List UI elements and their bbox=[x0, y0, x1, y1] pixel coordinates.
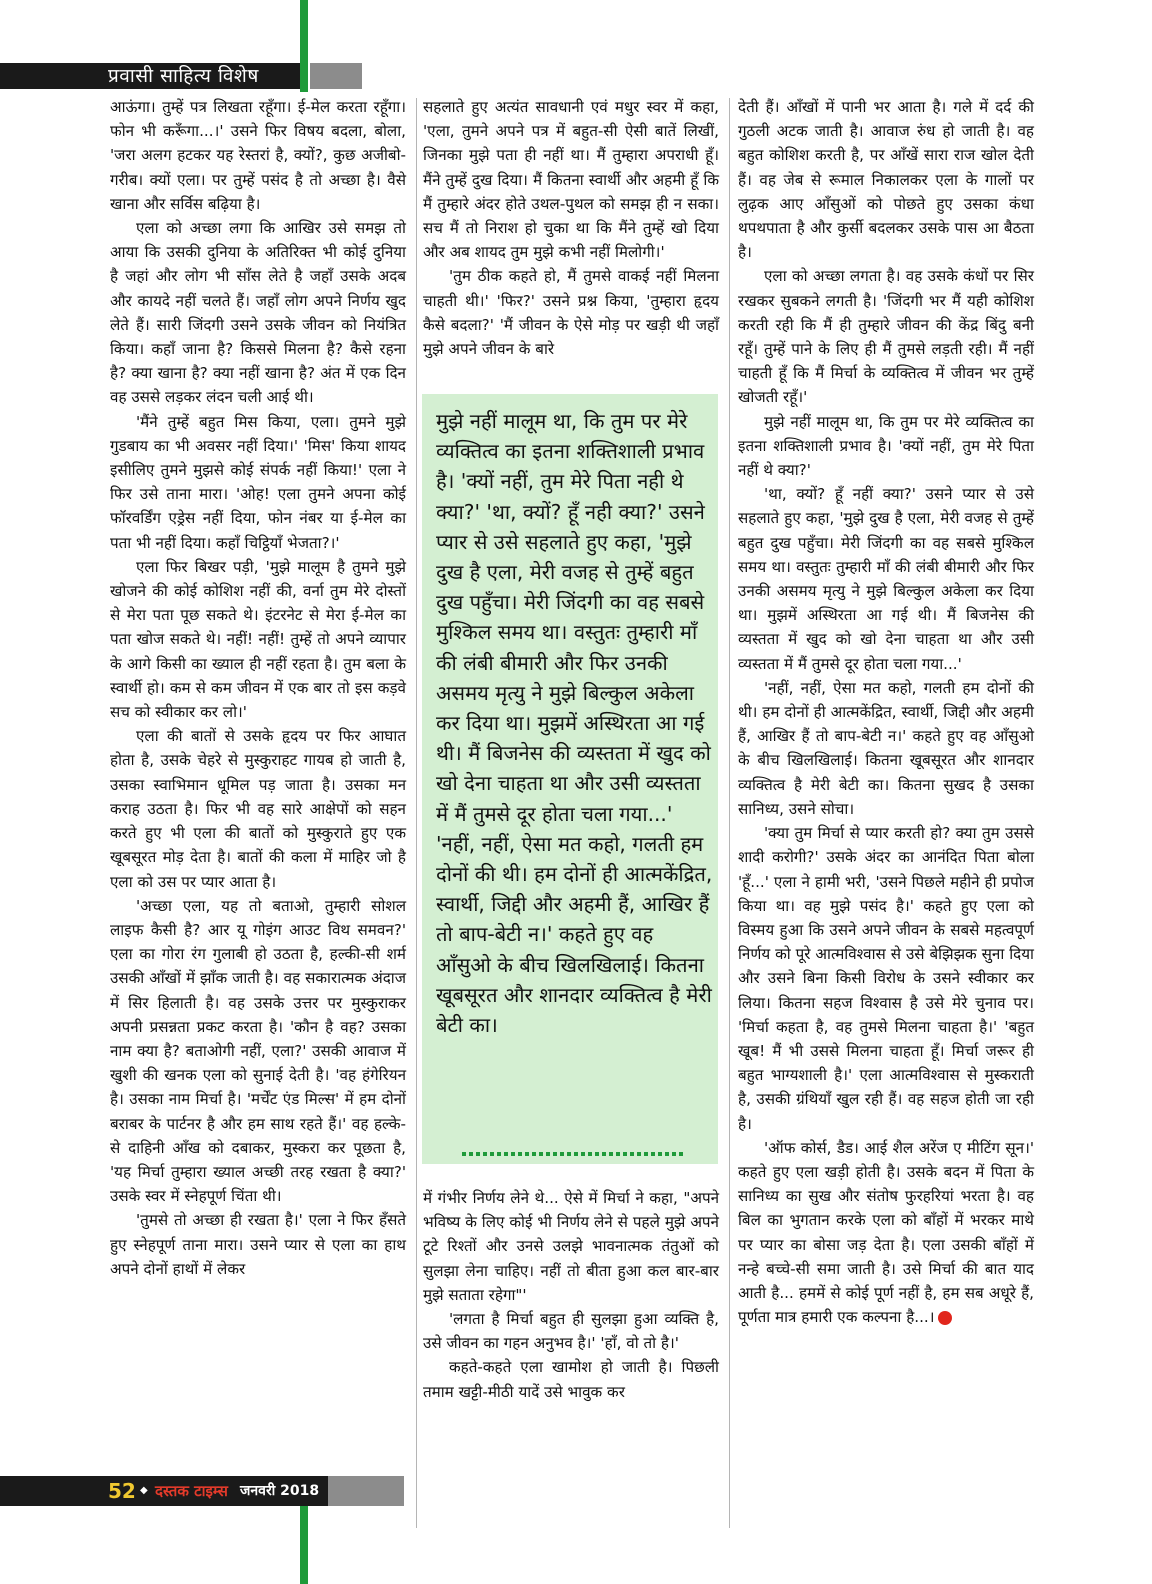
section-title: प्रवासी साहित्य विशेष bbox=[108, 65, 259, 87]
paragraph: देती हैं। आँखों में पानी भर आता है। गले में दर्द की गुठली अटक जाती है। आवाज रुंध हो जाती है। वह बहुत कोशिश करती है, पर आँखें सारा राज खोल देती हैं। वह जेब से रूमाल निकालकर एला के गालों पर लुढ़क आए आँसुओं को पोछते हुए उसका कंधा थपथपाता है और कुर्सी बदलकर उसके पास आ बैठता है। bbox=[738, 98, 1034, 262]
header-green-bar bbox=[300, 0, 308, 92]
paragraph: 'मैंने तुम्हें बहुत मिस किया, एला। तुमने मुझे गुडबाय का भी अवसर नहीं दिया।' 'मिस' किया शायद इसीलिए तुमने मुझसे कोई संपर्क नहीं किया!' एला ने फिर उसे ताना मारा। 'ओह! एला तुमने अपना कोई फॉरवर्डिंग एड्रेस नहीं दिया, फोन नंबर या ई-मेल का पता भी नहीं दिया। कहाँ चिट्ठियाँ भेजता?।' bbox=[110, 412, 406, 552]
paragraph: 'तुमसे तो अच्छा ही रखता है।' एला ने फिर हँसते हुए स्नेहपूर्ण ताना मारा। उसने प्यार से एला का हाथ अपने दोनों हाथों में लेकर bbox=[110, 1211, 406, 1278]
paragraph: 'नहीं, नहीं, ऐसा मत कहो, गलती हम दोनों की थी। हम दोनों ही आत्मकेंद्रित, स्वार्थी, जिद्दी और अहमी हैं, आखिर हैं तो बाप-बेटी न।' कहते हुए वह आँसुओ के बीच खिलखिलाई। कितना खूबसूरत और शानदार व्यक्तित्व है मेरी बेटी का। कितना सुखद है उसका सानिध्य, उसने सोचा। bbox=[738, 678, 1034, 818]
paragraph: सहलाते हुए अत्यंत सावधानी एवं मधुर स्वर में कहा, 'एला, तुमने अपने पत्र में बहुत-सी ऐसी बातें लिखीं, जिनका मुझे पता ही नहीं था। मैं तुम्हारा अपराधी हूँ। मैंने तुम्हें दुख दिया। मैं कितना स्वार्थी और अहमी हूँ कि मैं तुम्हारे अंदर होते उथल-पुथल को समझ ही न सका। सच मैं तो निराश हो चुका था कि मैंने तुम्हें खो दिया और अब शायद तुम मुझे कभी नहीं मिलोगी।' bbox=[423, 98, 719, 262]
paragraph: 'तुम ठीक कहते हो, मैं तुमसे वाकई नहीं मिलना चाहती थी।' 'फिर?' उसने प्रश्न किया, 'तुम्हारा हृदय कैसे बदला?' 'मैं जीवन के ऐसे मोड़ पर खड़ी थी जहाँ मुझे अपने जीवन के बारे bbox=[423, 267, 719, 359]
paragraph: एला को अच्छा लगता है। वह उसके कंधों पर सिर रखकर सुबकने लगती है। 'जिंदगी भर मैं यही कोशिश करती रही कि मैं ही तुम्हारे जीवन की केंद्र बिंदु बनी रहूँ। तुम्हें पाने के लिए ही मैं तुमसे लड़ती रही। मैं नहीं चाहती हूँ कि मैं मिर्चा के व्यक्तित्व में जीवन भर तुम्हें खोजती रहूँ।' bbox=[738, 267, 1034, 407]
closing-paragraph-text: 'ऑफ कोर्स, डैड। आई शैल अरेंज ए मीटिंग सून।' कहते हुए एला खड़ी होती है। उसके बदन में पिता के सानिध्य का सुख और संतोष फुरहरियां भरता है। वह बिल का भुगतान करके एला को बाँहों में भरकर माथे पर प्यार का बोसा जड़ देता है। एला उसकी बाँहों में नन्हे बच्चे-सी समा जाती है। उसे मिर्चा की बात याद आती है... हममें से कोई पूर्ण नहीं है, हम सब अधूरे हैं, पूर्णता मात्र हमारी एक कल्पना है...। bbox=[738, 1138, 1034, 1327]
article-column-3 bbox=[738, 95, 1034, 1329]
paragraph: कहते-कहते एला खामोश हो जाती है। पिछली तमाम खट्टी-मीठी यादें उसे भावुक कर bbox=[423, 1358, 719, 1401]
end-of-story-dot-icon bbox=[938, 1311, 952, 1325]
column-divider bbox=[729, 98, 730, 1528]
footer-green-bar bbox=[300, 1506, 308, 1584]
footer-grey-block bbox=[328, 1476, 404, 1506]
diamond-separator-icon: ◆ bbox=[140, 1485, 148, 1496]
paragraph: आऊंगा। तुम्हें पत्र लिखता रहूँगा। ई-मेल करता रहूँगा। फोन भी करूँगा...।' उसने फिर विषय बदला, बोला, 'जरा अलग हटकर यह रेस्तरां है, क्यों?, कुछ अजीबो-गरीब। क्यों एला। पर तुम्हें पसंद है तो अच्छा है। वैसे खाना और सर्विस बढ़िया है। bbox=[110, 98, 406, 213]
paragraph: एला को अच्छा लगा कि आखिर उसे समझ तो आया कि उसकी दुनिया के अतिरिक्त भी कोई दुनिया है जहां और लोग भी साँस लेते है जहाँ उसके अदब और कायदे नहीं चलते हैं। जहाँ लोग अपने निर्णय खुद लेते हैं। सारी जिंदगी उसने उसके जीवन को नियंत्रित किया। कहाँ जाना है? किससे मिलना है? कैसे रहना है? क्या खाना है? क्या नहीं खाना है? अंत में एक दिन वह उससे लड़कर लंदन चली आई थी। bbox=[110, 219, 406, 407]
paragraph: 'क्या तुम मिर्चा से प्यार करती हो? क्या तुम उससे शादी करोगी?' उसके अंदर का आनंदित पिता बोला 'हूँ...' एला ने हामी भरी, 'उसने पिछले महीने ही प्रपोज किया था। वह मुझे पसंद है।' कहते हुए एला को विस्मय हुआ कि उसने अपने जीवन के सबसे महत्वपूर्ण निर्णय को पूरे आत्मविश्वास से उसे बेझिझक सुना दिया और उसने बिना किसी विरोध के उसने स्वीकार कर लिया। कितना सहज विश्वास है उसे मेरे चुनाव पर। 'मिर्चा कहता है, वह तुमसे मिलना चाहता है।' 'बहुत खूब! मैं भी उससे मिलना चाहता हूँ। मिर्चा जरूर ही बहुत भाग्यशाली है।' एला आत्मविश्वास से मुस्कराती है, उसकी ग्रंथियाँ खुल रही हैं। वह सहज होती जा रही है। bbox=[738, 824, 1034, 1133]
magazine-name: दस्तक टाइम्स bbox=[155, 1482, 228, 1500]
header-grey-block bbox=[310, 63, 362, 89]
paragraph: एला फिर बिखर पड़ी, 'मुझे मालूम है तुमने मुझे खोजने की कोई कोशिश नहीं की, वर्ना तुम मेरे दोस्तों से मेरा पता पूछ सकते थे। इंटरनेट से मेरा ई-मेल का पता खोज सकते थे। नहीं! नहीं! तुम्हें तो अपने व्यापार के आगे किसी का ख्याल ही नहीं रहता है। तुम बला के स्वार्थी हो। कम से कम जीवन में एक बार तो इस कड़वे सच को स्वीकार कर लो।' bbox=[110, 557, 406, 722]
page-number: 52 bbox=[108, 1479, 136, 1503]
column-divider bbox=[416, 98, 417, 1528]
paragraph: में गंभीर निर्णय लेने थे... ऐसे में मिर्चा ने कहा, "अपने भविष्य के लिए कोई भी निर्णय लेने से पहले मुझे अपने टूटे रिश्तों और उनसे उलझे भावनात्मक तंतुओं को सुलझा लेना चाहिए। नहीं तो बीता हुआ कल बार-बार मुझे सताता रहेगा"' bbox=[423, 1189, 719, 1304]
article-column-1 bbox=[110, 95, 406, 1281]
paragraph bbox=[738, 1136, 1034, 1330]
issue-date: जनवरी 2018 bbox=[240, 1483, 320, 1499]
paragraph: एला की बातों से उसके हृदय पर फिर आघात होता है, उसके चेहरे से मुस्कुराहट गायब हो जाती है, उसका स्वाभिमान धूमिल पड़ जाता है। उसका मन कराह उठता है। फिर भी वह सारे आक्षेपों को सहन करते हुए भी एला की बातों को मुस्कुराते हुए एक खूबसूरत मोड़ देता है। बातों की कला में माहिर जो है एला को उस पर प्यार आता है। bbox=[110, 727, 406, 891]
article-column-2-top bbox=[423, 95, 719, 361]
paragraph: मुझे नहीं मालूम था, कि तुम पर मेरे व्यक्तित्व का इतना शक्तिशाली प्रभाव है। 'क्यों नहीं, तुम मेरे पिता नहीं थे क्या?' bbox=[738, 412, 1034, 480]
pull-quote-text: मुझे नहीं मालूम था, कि तुम पर मेरे व्यक्तित्व का इतना शक्तिशाली प्रभाव है। 'क्यों नहीं, तुम मेरे पिता नही थे क्या?' 'था, क्यों? हूँ नही क्या?' उसने प्यार से उसे सहलाते हुए कहा, 'मुझे दुख है एला, मेरी वजह से तुम्हें बहुत दुख पहुँचा। मेरी जिंदगी का वह सबसे मुश्किल समय था। वस्तुतः तुम्हारी माँ की लंबी बीमारी और फिर उनकी असमय मृत्यु ने मुझे बिल्कुल अकेला कर दिया था। मुझमें अस्थिरता आ गई थी। मैं बिजनेस की व्यस्तता में खुद को खो देना चाहता था और उसी व्यस्तता में मैं तुमसे दूर होता चला गया...' 'नहीं, नहीं, ऐसा मत कहो, गलती हम दोनों की थी। हम दोनों ही आत्मकेंद्रित, स्वार्थी, जिद्दी और अहमी हैं, आखिर हैं तो बाप-बेटी न।' कहते हुए वह आँसुओ के बीच खिलखिलाई। कितना खूबसूरत और शानदार व्यक्तित्व है मेरी बेटी का। bbox=[436, 409, 713, 1038]
paragraph: 'लगता है मिर्चा बहुत ही सुलझा हुआ व्यक्ति है, उसे जीवन का गहन अनुभव है।' 'हाँ, वो तो है।' bbox=[423, 1310, 719, 1353]
paragraph: 'अच्छा एला, यह तो बताओ, तुम्हारी सोशल लाइफ कैसी है? आर यू गोइंग आउट विथ समवन?' एला का गोरा रंग गुलाबी हो उठता है, हल्की-सी शर्म उसकी आँखों में झाँक जाती है। वह सकारात्मक अंदाज में सिर हिलाती है। वह उसके उत्तर पर मुस्कुराकर अपनी प्रसन्नता प्रकट करता है। 'कौन है वह? उसका नाम क्या है? बताओगी नहीं, एला?' उसकी आवाज में खुशी की खनक एला को सुनाई देती है। 'वह हंगेरियन है। उसका नाम मिर्चा है। 'मर्चेंट एंड मिल्स' में हम दोनों बराबर के पार्टनर है और हम साथ रहते हैं।' वह हल्के-से दाहिनी आँख को दबाकर, मुस्करा कर पूछता है, 'यह मिर्चा तुम्हारा ख्याल अच्छी तरह रखता है क्या?' उसके स्वर में स्नेहपूर्ण चिंता थी। bbox=[110, 896, 406, 1206]
pull-quote-dotted-rule bbox=[462, 1152, 684, 1156]
paragraph: 'था, क्यों? हूँ नहीं क्या?' उसने प्यार से उसे सहलाते हुए कहा, 'मुझे दुख है एला, मेरी वजह से तुम्हें बहुत दुख पहुँचा। मेरी जिंदगी का वह सबसे मुश्किल समय था। वस्तुतः तुम्हारी माँ की लंबी बीमारी और फिर उनकी असमय मृत्यु ने मुझे बिल्कुल अकेला कर दिया था। मुझमें अस्थिरता आ गई थी। मैं बिजनेस की व्यस्तता में खुद को खो देना चाहता था और उसी व्यस्तता में मैं तुमसे दूर होता चला गया...' bbox=[738, 485, 1034, 673]
article-column-2-bottom bbox=[423, 1186, 719, 1404]
